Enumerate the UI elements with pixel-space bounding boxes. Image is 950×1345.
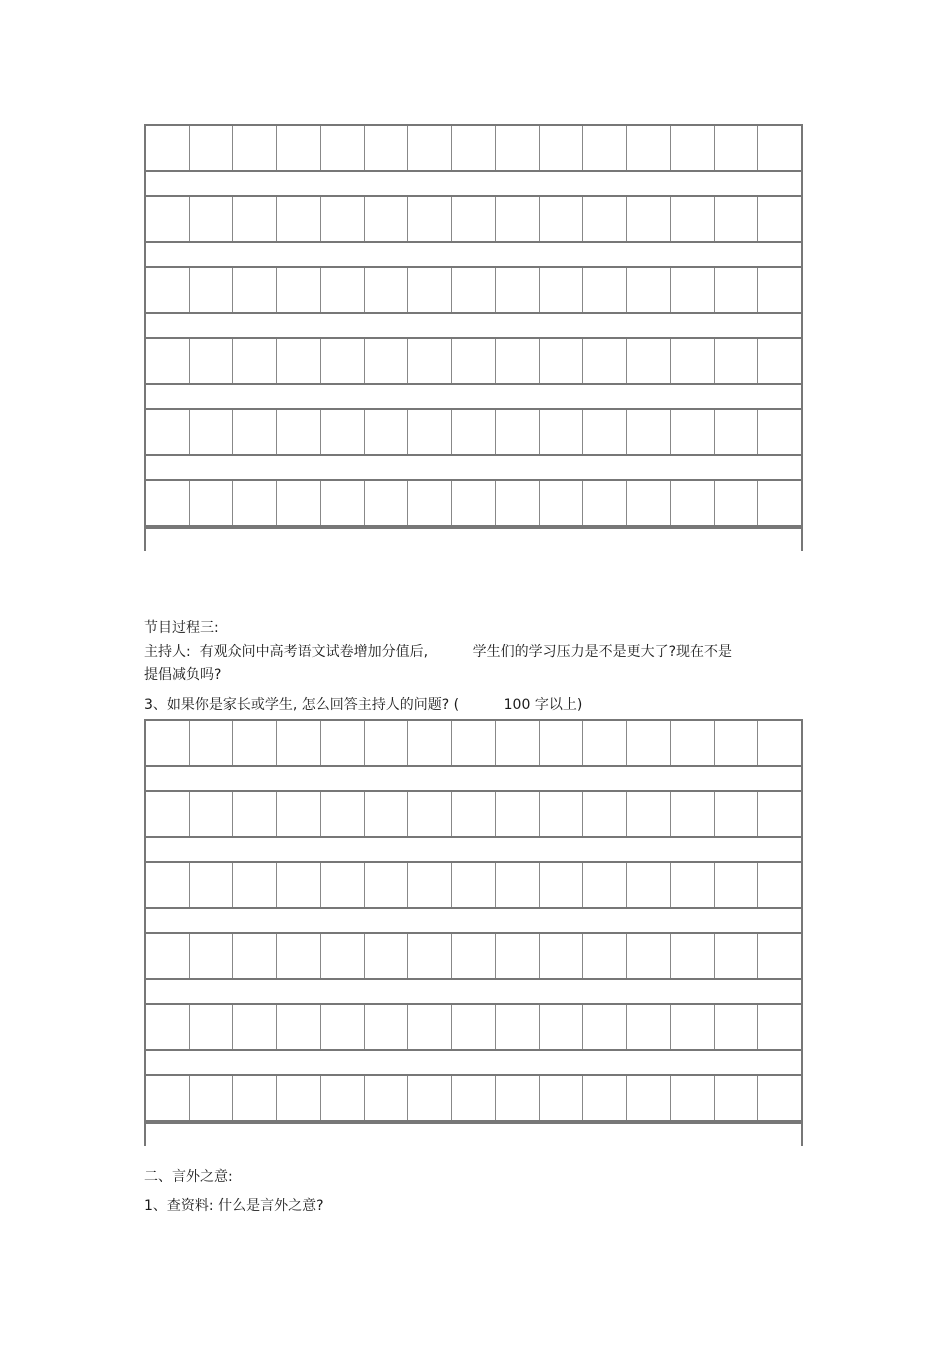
- grid-cell[interactable]: [277, 792, 321, 836]
- grid-cell[interactable]: [715, 792, 759, 836]
- grid-row-gap: [144, 385, 803, 408]
- grid-cell[interactable]: [190, 410, 234, 454]
- grid-cell[interactable]: [190, 197, 234, 241]
- grid-cell[interactable]: [365, 934, 409, 978]
- grid-cell[interactable]: [627, 1005, 671, 1049]
- grid-cell[interactable]: [452, 268, 496, 312]
- grid-cell[interactable]: [583, 1005, 627, 1049]
- grid-cell[interactable]: [627, 481, 671, 525]
- grid-cell[interactable]: [627, 268, 671, 312]
- grid-cell[interactable]: [496, 339, 540, 383]
- grid-cell[interactable]: [758, 721, 801, 765]
- host-question-line-2: 提倡减负吗?: [144, 667, 222, 683]
- grid-cell[interactable]: [452, 1076, 496, 1120]
- grid-cell[interactable]: [540, 934, 584, 978]
- grid-cell[interactable]: [233, 1076, 277, 1120]
- grid-cell[interactable]: [146, 339, 190, 383]
- grid-cell[interactable]: [321, 126, 365, 170]
- grid-row-gap: [144, 1051, 803, 1074]
- section-title: 节目过程三:: [144, 620, 219, 636]
- grid-cell[interactable]: [321, 268, 365, 312]
- grid-cell[interactable]: [408, 481, 452, 525]
- grid-cell[interactable]: [627, 792, 671, 836]
- grid-cell[interactable]: [190, 339, 234, 383]
- grid-cell[interactable]: [190, 721, 234, 765]
- grid-row: [144, 1003, 803, 1051]
- grid-cell[interactable]: [715, 197, 759, 241]
- grid-cell[interactable]: [758, 792, 801, 836]
- grid-cell[interactable]: [715, 268, 759, 312]
- grid-cell[interactable]: [365, 197, 409, 241]
- grid-cell[interactable]: [190, 268, 234, 312]
- grid-cell[interactable]: [365, 863, 409, 907]
- grid-cell[interactable]: [277, 481, 321, 525]
- grid-cell[interactable]: [408, 1005, 452, 1049]
- grid-cell[interactable]: [146, 268, 190, 312]
- grid-cell[interactable]: [758, 339, 801, 383]
- grid-cell[interactable]: [496, 268, 540, 312]
- grid-cell[interactable]: [496, 126, 540, 170]
- grid-cell[interactable]: [452, 1005, 496, 1049]
- grid-cell[interactable]: [146, 197, 190, 241]
- grid-cell[interactable]: [496, 792, 540, 836]
- grid-cell[interactable]: [496, 934, 540, 978]
- grid-row-gap: [144, 243, 803, 266]
- grid-cell[interactable]: [408, 126, 452, 170]
- grid-cell[interactable]: [190, 863, 234, 907]
- grid-cell[interactable]: [715, 721, 759, 765]
- grid-cell[interactable]: [146, 721, 190, 765]
- grid-cell[interactable]: [277, 410, 321, 454]
- grid-cell[interactable]: [496, 1076, 540, 1120]
- grid-cell[interactable]: [321, 721, 365, 765]
- grid-cell[interactable]: [540, 339, 584, 383]
- grid-cell[interactable]: [452, 197, 496, 241]
- question-3: 3、如果你是家长或学生, 怎么回答主持人的问题? ( 100 字以上): [144, 697, 583, 713]
- grid-cell[interactable]: [671, 410, 715, 454]
- grid-cell[interactable]: [671, 126, 715, 170]
- grid-cell[interactable]: [233, 410, 277, 454]
- grid-cell[interactable]: [233, 339, 277, 383]
- grid-cell[interactable]: [583, 197, 627, 241]
- grid-cell[interactable]: [496, 481, 540, 525]
- grid-cell[interactable]: [190, 792, 234, 836]
- grid-cell[interactable]: [758, 1076, 801, 1120]
- grid-cell[interactable]: [627, 863, 671, 907]
- grid-cell[interactable]: [233, 481, 277, 525]
- grid-row: [144, 790, 803, 838]
- grid-cell[interactable]: [321, 410, 365, 454]
- grid-cell[interactable]: [758, 197, 801, 241]
- grid-cell[interactable]: [365, 481, 409, 525]
- grid-cell[interactable]: [452, 339, 496, 383]
- grid-row: [144, 408, 803, 456]
- grid-cell[interactable]: [146, 126, 190, 170]
- grid-cell[interactable]: [671, 1005, 715, 1049]
- grid-cell[interactable]: [321, 934, 365, 978]
- grid-cell[interactable]: [321, 1005, 365, 1049]
- writing-grid-1: [144, 124, 803, 551]
- section-2-title: 二、言外之意:: [144, 1169, 233, 1185]
- grid-row: [144, 719, 803, 767]
- grid-cell[interactable]: [627, 721, 671, 765]
- grid-cell[interactable]: [452, 481, 496, 525]
- grid-row: [144, 1074, 803, 1122]
- grid-cell[interactable]: [146, 792, 190, 836]
- grid-cell[interactable]: [233, 268, 277, 312]
- grid-cell[interactable]: [408, 792, 452, 836]
- grid-cell[interactable]: [365, 1005, 409, 1049]
- grid-cell[interactable]: [452, 721, 496, 765]
- grid-cell[interactable]: [408, 1076, 452, 1120]
- grid-cell[interactable]: [715, 481, 759, 525]
- grid-cell[interactable]: [365, 721, 409, 765]
- grid-cell[interactable]: [146, 410, 190, 454]
- grid-cell[interactable]: [452, 792, 496, 836]
- grid-cell[interactable]: [583, 721, 627, 765]
- grid-cell[interactable]: [496, 863, 540, 907]
- grid-cell[interactable]: [540, 197, 584, 241]
- grid-cell[interactable]: [758, 410, 801, 454]
- grid-cell[interactable]: [190, 1076, 234, 1120]
- grid-cell[interactable]: [277, 934, 321, 978]
- grid-cell[interactable]: [190, 126, 234, 170]
- grid-cell[interactable]: [496, 1005, 540, 1049]
- grid-cell[interactable]: [715, 126, 759, 170]
- grid-row-gap: [144, 909, 803, 932]
- grid-cell[interactable]: [277, 1076, 321, 1120]
- grid-cell[interactable]: [146, 1005, 190, 1049]
- grid-cell[interactable]: [583, 792, 627, 836]
- grid-cell[interactable]: [583, 1076, 627, 1120]
- grid-cell[interactable]: [277, 721, 321, 765]
- grid-cell[interactable]: [233, 934, 277, 978]
- grid-row-gap: [144, 980, 803, 1003]
- grid-cell[interactable]: [233, 1005, 277, 1049]
- grid-cell[interactable]: [540, 126, 584, 170]
- grid-cell[interactable]: [408, 339, 452, 383]
- grid-cell[interactable]: [583, 268, 627, 312]
- grid-cell[interactable]: [321, 339, 365, 383]
- grid-cell[interactable]: [496, 197, 540, 241]
- grid-cell[interactable]: [365, 1076, 409, 1120]
- grid-cell[interactable]: [540, 1005, 584, 1049]
- grid-cell[interactable]: [408, 934, 452, 978]
- grid-cell[interactable]: [671, 934, 715, 978]
- grid-cell[interactable]: [671, 863, 715, 907]
- grid-cell[interactable]: [496, 410, 540, 454]
- grid-cell[interactable]: [408, 410, 452, 454]
- grid-cell[interactable]: [277, 339, 321, 383]
- grid-cell[interactable]: [758, 268, 801, 312]
- grid-cell[interactable]: [452, 126, 496, 170]
- grid-cell[interactable]: [277, 268, 321, 312]
- grid-cell[interactable]: [452, 410, 496, 454]
- grid-cell[interactable]: [671, 339, 715, 383]
- writing-grid-2: [144, 719, 803, 1146]
- grid-cell[interactable]: [452, 863, 496, 907]
- grid-row-gap: [144, 1122, 803, 1146]
- grid-cell[interactable]: [365, 410, 409, 454]
- grid-cell[interactable]: [321, 197, 365, 241]
- grid-cell[interactable]: [321, 1076, 365, 1120]
- grid-row: [144, 932, 803, 980]
- grid-cell[interactable]: [452, 934, 496, 978]
- grid-row: [144, 195, 803, 243]
- grid-cell[interactable]: [190, 1005, 234, 1049]
- grid-cell[interactable]: [233, 126, 277, 170]
- grid-cell[interactable]: [408, 197, 452, 241]
- grid-cell[interactable]: [671, 1076, 715, 1120]
- grid-cell[interactable]: [583, 934, 627, 978]
- grid-cell[interactable]: [715, 1076, 759, 1120]
- grid-cell[interactable]: [583, 481, 627, 525]
- grid-cell[interactable]: [321, 863, 365, 907]
- grid-cell[interactable]: [758, 934, 801, 978]
- grid-row-gap: [144, 767, 803, 790]
- grid-row: [144, 479, 803, 527]
- grid-cell[interactable]: [321, 792, 365, 836]
- grid-cell[interactable]: [408, 863, 452, 907]
- grid-row: [144, 337, 803, 385]
- grid-cell[interactable]: [233, 721, 277, 765]
- grid-cell[interactable]: [715, 410, 759, 454]
- grid-cell[interactable]: [583, 863, 627, 907]
- grid-cell[interactable]: [715, 934, 759, 978]
- grid-row-gap: [144, 314, 803, 337]
- grid-cell[interactable]: [671, 268, 715, 312]
- grid-cell[interactable]: [758, 863, 801, 907]
- grid-cell[interactable]: [540, 792, 584, 836]
- grid-cell[interactable]: [277, 1005, 321, 1049]
- grid-row-gap: [144, 456, 803, 479]
- grid-cell[interactable]: [627, 197, 671, 241]
- question-1: 1、查资料: 什么是言外之意?: [144, 1198, 324, 1214]
- grid-cell[interactable]: [671, 481, 715, 525]
- grid-cell[interactable]: [233, 863, 277, 907]
- grid-cell[interactable]: [277, 197, 321, 241]
- grid-cell[interactable]: [627, 410, 671, 454]
- grid-cell[interactable]: [540, 721, 584, 765]
- grid-cell[interactable]: [715, 863, 759, 907]
- grid-row: [144, 266, 803, 314]
- grid-cell[interactable]: [671, 792, 715, 836]
- grid-cell[interactable]: [365, 268, 409, 312]
- grid-cell[interactable]: [146, 1076, 190, 1120]
- grid-cell[interactable]: [365, 339, 409, 383]
- grid-cell[interactable]: [671, 197, 715, 241]
- grid-row-gap: [144, 172, 803, 195]
- grid-row-gap: [144, 527, 803, 551]
- grid-cell[interactable]: [365, 792, 409, 836]
- grid-cell[interactable]: [583, 410, 627, 454]
- grid-cell[interactable]: [233, 792, 277, 836]
- grid-cell[interactable]: [627, 1076, 671, 1120]
- grid-row: [144, 124, 803, 172]
- grid-cell[interactable]: [627, 934, 671, 978]
- grid-cell[interactable]: [321, 481, 365, 525]
- grid-cell[interactable]: [540, 863, 584, 907]
- grid-cell[interactable]: [540, 268, 584, 312]
- grid-cell[interactable]: [715, 1005, 759, 1049]
- grid-cell[interactable]: [146, 863, 190, 907]
- grid-cell[interactable]: [277, 126, 321, 170]
- grid-cell[interactable]: [540, 410, 584, 454]
- grid-cell[interactable]: [627, 339, 671, 383]
- grid-cell[interactable]: [496, 721, 540, 765]
- grid-cell[interactable]: [277, 863, 321, 907]
- grid-cell[interactable]: [146, 934, 190, 978]
- grid-cell[interactable]: [583, 126, 627, 170]
- grid-cell[interactable]: [715, 339, 759, 383]
- grid-cell[interactable]: [233, 197, 277, 241]
- grid-cell[interactable]: [627, 126, 671, 170]
- grid-cell[interactable]: [365, 126, 409, 170]
- grid-cell[interactable]: [758, 481, 801, 525]
- grid-cell[interactable]: [540, 1076, 584, 1120]
- grid-cell[interactable]: [758, 126, 801, 170]
- grid-cell[interactable]: [408, 721, 452, 765]
- grid-cell[interactable]: [671, 721, 715, 765]
- grid-cell[interactable]: [190, 934, 234, 978]
- grid-cell[interactable]: [190, 481, 234, 525]
- grid-row-gap: [144, 838, 803, 861]
- grid-row: [144, 861, 803, 909]
- grid-cell[interactable]: [583, 339, 627, 383]
- grid-cell[interactable]: [758, 1005, 801, 1049]
- grid-cell[interactable]: [540, 481, 584, 525]
- grid-cell[interactable]: [146, 481, 190, 525]
- grid-cell[interactable]: [408, 268, 452, 312]
- host-question-line-1: 主持人: 有观众问中高考语文试卷增加分值后, 学生们的学习压力是不是更大了?现在不是: [144, 644, 732, 660]
